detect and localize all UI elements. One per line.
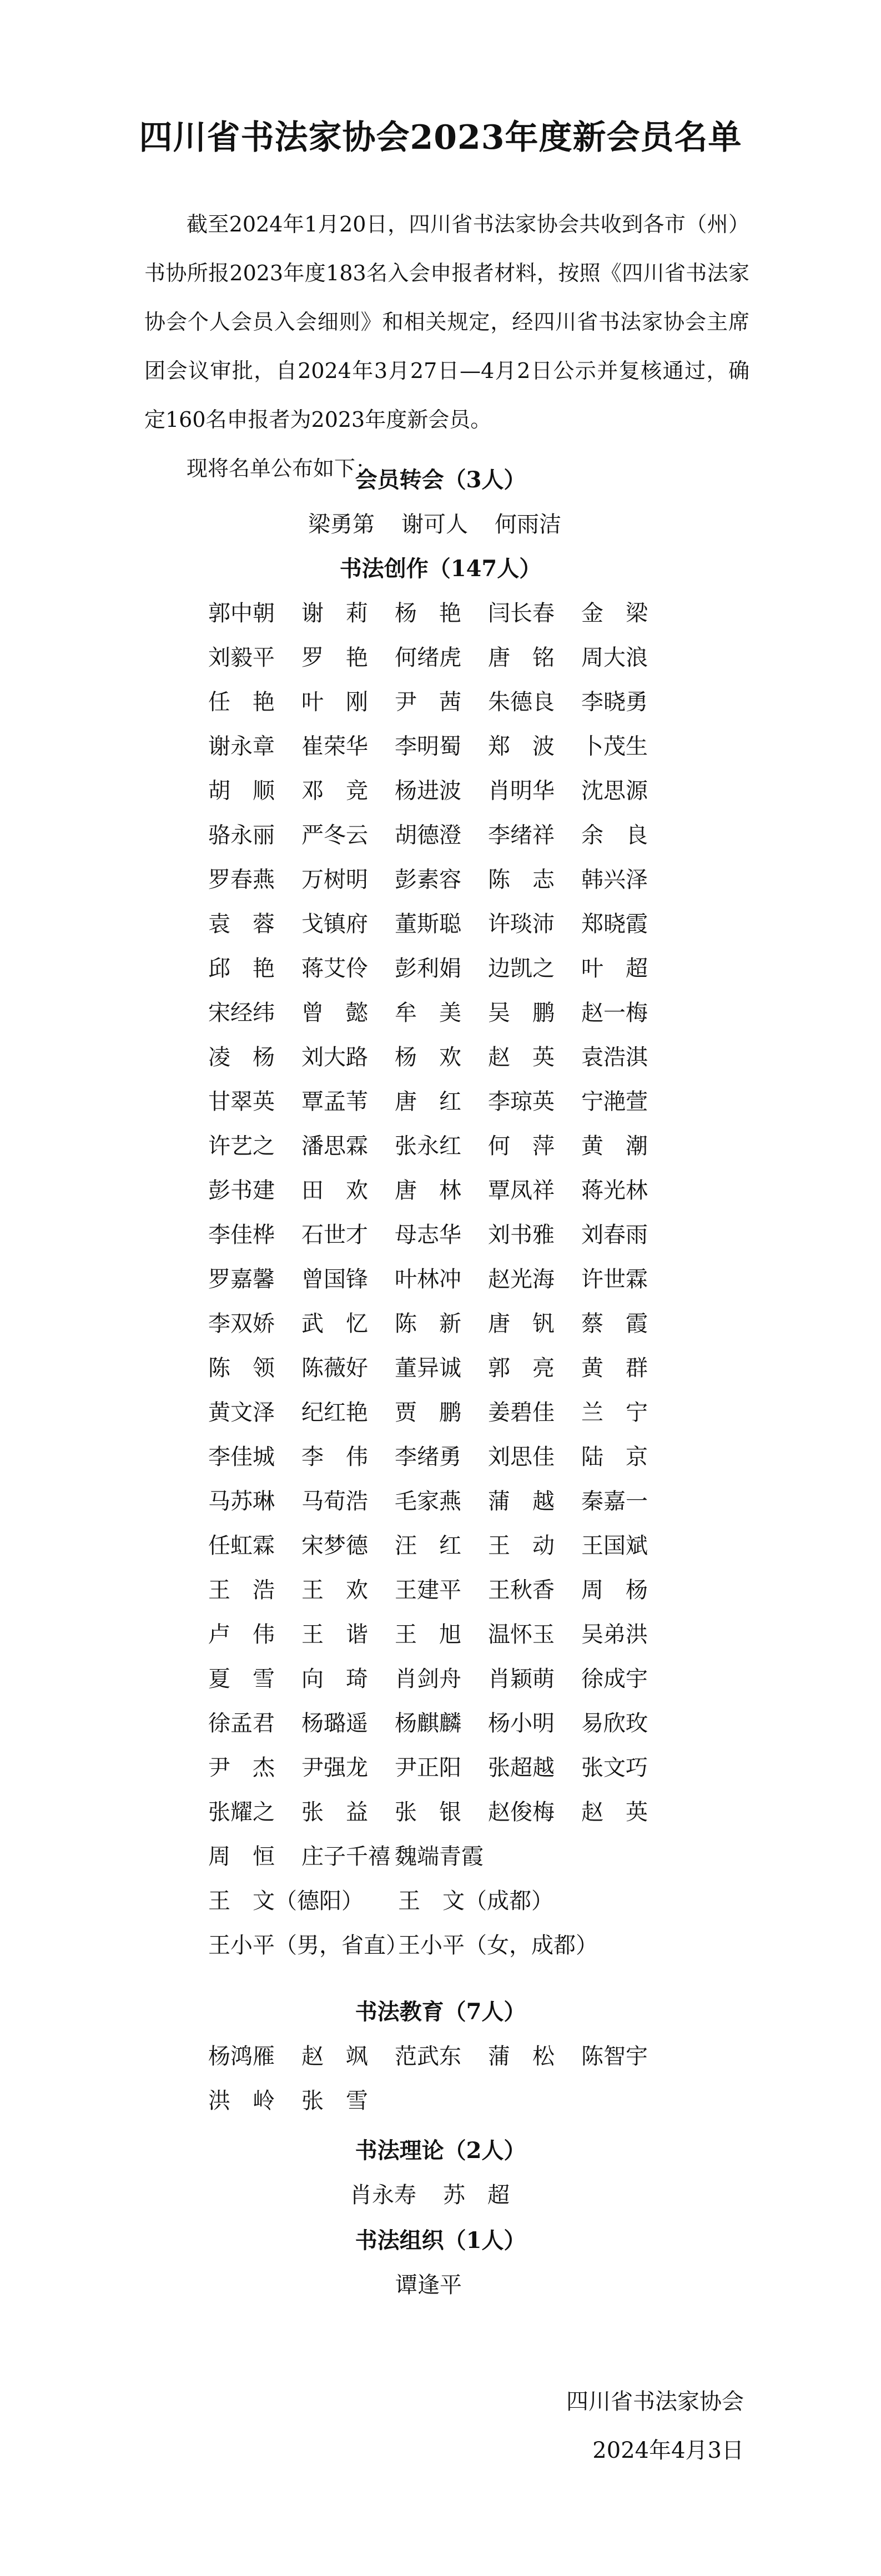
member-name: 陈 领 — [208, 1355, 275, 1381]
member-name: 杨进波 — [395, 778, 461, 804]
member-name: 黄文泽 — [208, 1400, 275, 1425]
member-name: 姜碧佳 — [488, 1400, 555, 1425]
member-name: 汪 红 — [395, 1533, 461, 1559]
member-name: 牟 美 — [395, 1000, 461, 1026]
member-name: 张耀之 — [208, 1799, 275, 1825]
member-name: 郑 波 — [488, 734, 555, 759]
member-name: 苏 超 — [443, 2182, 510, 2208]
member-name: 谭逢平 — [395, 2272, 462, 2298]
section-heading: 书法组织（1人） — [355, 2227, 526, 2254]
member-name: 覃孟苇 — [301, 1089, 368, 1115]
member-name: 尹 杰 — [208, 1755, 275, 1781]
member-name: 郭中朝 — [208, 601, 275, 626]
member-name: 向 琦 — [301, 1666, 368, 1692]
member-name: 唐 红 — [395, 1089, 461, 1115]
section-heading: 书法教育（7人） — [355, 1999, 526, 2025]
member-name: 肖剑舟 — [395, 1666, 461, 1692]
intro-paragraph: 截至2024年1月20日，四川省书法家协会共收到各市（州）书协所报2023年度183名入会申报者材料，按照《四川省书法家协会个人会员入会细则》和相关规定，经四川省书法家协会主席团会议审批，自2024年3月27日—4月2日公示并复核通过，确定160名申报者为2023年度新会员。 — [144, 212, 749, 432]
member-name: 毛家燕 — [395, 1489, 461, 1514]
member-name: 兰 宁 — [581, 1400, 648, 1425]
member-name: 许琰沛 — [488, 911, 555, 937]
member-name: 吴 鹏 — [488, 1000, 555, 1026]
member-name: 黄 潮 — [581, 1133, 648, 1159]
member-name: 戈镇府 — [301, 911, 368, 937]
member-name: 宁滟萱 — [581, 1089, 648, 1115]
member-name: 庄子千禧 — [301, 1844, 390, 1869]
member-name: 赵俊梅 — [488, 1799, 555, 1825]
member-name: 刘毅平 — [208, 645, 275, 671]
member-name: 周 杨 — [581, 1577, 648, 1603]
member-name: 刘书雅 — [488, 1222, 555, 1248]
member-name: 叶林冲 — [395, 1267, 461, 1292]
member-name: 蒲 松 — [488, 2044, 555, 2069]
member-name: 杨鸿雁 — [208, 2044, 275, 2069]
member-name: 胡德澄 — [395, 823, 461, 848]
member-name: 王 欢 — [301, 1577, 368, 1603]
member-name: 范武东 — [395, 2044, 461, 2069]
member-name: 赵 英 — [581, 1799, 648, 1825]
member-name: 罗嘉馨 — [208, 1267, 275, 1292]
member-name: 张超越 — [488, 1755, 555, 1781]
member-name: 赵 飒 — [301, 2044, 368, 2069]
member-name: 谢可人 — [401, 512, 468, 537]
member-name: 王建平 — [395, 1577, 461, 1603]
member-name: 杨 艳 — [395, 601, 461, 626]
member-name: 彭素容 — [395, 867, 461, 893]
member-name: 纪红艳 — [301, 1400, 368, 1425]
member-name: 王 文（德阳） — [208, 1888, 364, 1914]
member-name: 唐 钒 — [488, 1311, 555, 1337]
member-name: 李绪勇 — [395, 1444, 461, 1470]
member-name: 李双娇 — [208, 1311, 275, 1337]
member-name: 刘春雨 — [581, 1222, 648, 1248]
member-name: 闫长春 — [488, 601, 555, 626]
member-name: 李佳城 — [208, 1444, 275, 1470]
member-name: 金 梁 — [581, 601, 648, 626]
member-name: 徐孟君 — [208, 1711, 275, 1736]
member-name: 曾国锋 — [301, 1267, 368, 1292]
member-name: 袁浩淇 — [581, 1045, 648, 1070]
member-name: 宋经纬 — [208, 1000, 275, 1026]
member-name: 陆 京 — [581, 1444, 648, 1470]
member-name: 赵一梅 — [581, 1000, 648, 1026]
member-name: 赵 英 — [488, 1045, 555, 1070]
member-name: 骆永丽 — [208, 823, 275, 848]
member-name: 秦嘉一 — [581, 1489, 648, 1514]
member-name: 温怀玉 — [488, 1622, 555, 1647]
member-name: 陈 新 — [395, 1311, 461, 1337]
member-name: 尹 茜 — [395, 689, 461, 715]
member-name: 彭书建 — [208, 1178, 275, 1203]
member-name: 袁 蓉 — [208, 911, 275, 937]
member-name: 肖永寿 — [350, 2182, 416, 2208]
member-name: 许艺之 — [208, 1133, 275, 1159]
member-name: 覃凤祥 — [488, 1178, 555, 1203]
member-name: 马荀浩 — [301, 1489, 368, 1514]
member-name: 沈思源 — [581, 778, 648, 804]
member-name: 梁勇第 — [308, 512, 375, 537]
signature-organization: 四川省书法家协会 — [566, 2389, 744, 2414]
member-name: 贾 鹏 — [395, 1400, 461, 1425]
member-name: 万树明 — [301, 867, 368, 893]
member-name: 魏端青霞 — [395, 1844, 484, 1869]
member-name: 彭利娟 — [395, 956, 461, 981]
member-name: 肖明华 — [488, 778, 555, 804]
member-name: 王 旭 — [395, 1622, 461, 1647]
member-name: 张 益 — [301, 1799, 368, 1825]
member-name: 马苏琳 — [208, 1489, 275, 1514]
member-name: 李琼英 — [488, 1089, 555, 1115]
member-name: 郭 亮 — [488, 1355, 555, 1381]
member-name: 张 银 — [395, 1799, 461, 1825]
section-heading: 书法创作（147人） — [339, 556, 542, 582]
member-name: 任 艳 — [208, 689, 275, 715]
member-name: 李佳桦 — [208, 1222, 275, 1248]
member-name: 罗 艳 — [301, 645, 368, 671]
member-name: 潘思霖 — [301, 1133, 368, 1159]
member-name: 韩兴泽 — [581, 867, 648, 893]
member-name: 严冬云 — [301, 823, 368, 848]
member-name: 张文巧 — [581, 1755, 648, 1781]
member-name: 尹强龙 — [301, 1755, 368, 1781]
member-name: 蒲 越 — [488, 1489, 555, 1514]
member-name: 陈 志 — [488, 867, 555, 893]
member-name: 易欣玫 — [581, 1711, 648, 1736]
member-name: 卜茂生 — [581, 734, 648, 759]
member-name: 张 雪 — [301, 2088, 368, 2114]
member-name: 陈智宇 — [581, 2044, 648, 2069]
member-name: 杨麒麟 — [395, 1711, 461, 1736]
member-name: 母志华 — [395, 1222, 461, 1248]
signature-date: 2024年4月3日 — [592, 2438, 744, 2463]
member-name: 唐 铭 — [488, 645, 555, 671]
member-name: 曾 懿 — [301, 1000, 368, 1026]
member-name: 洪 岭 — [208, 2088, 275, 2114]
member-name: 王小平（男，省直） — [208, 1933, 408, 1958]
member-name: 黄 群 — [581, 1355, 648, 1381]
member-name: 周大浪 — [581, 645, 648, 671]
member-name: 邓 竞 — [301, 778, 368, 804]
announce-line: 现将名单公布如下： — [187, 456, 377, 481]
member-name: 蒋光林 — [581, 1178, 648, 1203]
member-name: 刘大路 — [301, 1045, 368, 1070]
member-name: 王 动 — [488, 1533, 555, 1559]
member-name: 杨小明 — [488, 1711, 555, 1736]
member-name: 郑晓霞 — [581, 911, 648, 937]
member-name: 李 伟 — [301, 1444, 368, 1470]
member-name: 许世霖 — [581, 1267, 648, 1292]
member-name: 谢 莉 — [301, 601, 368, 626]
member-name: 卢 伟 — [208, 1622, 275, 1647]
member-name: 李明蜀 — [395, 734, 461, 759]
member-name: 王小平（女，成都） — [398, 1933, 598, 1958]
member-name: 何绪虎 — [395, 645, 461, 671]
member-name: 陈薇好 — [301, 1355, 368, 1381]
member-name: 徐成宇 — [581, 1666, 648, 1692]
member-name: 罗春燕 — [208, 867, 275, 893]
member-name: 王 谐 — [301, 1622, 368, 1647]
member-name: 刘思佳 — [488, 1444, 555, 1470]
member-name: 崔荣华 — [301, 734, 368, 759]
member-name: 夏 雪 — [208, 1666, 275, 1692]
member-name: 邱 艳 — [208, 956, 275, 981]
member-name: 蔡 霞 — [581, 1311, 648, 1337]
member-name: 任虹霖 — [208, 1533, 275, 1559]
member-name: 李绪祥 — [488, 823, 555, 848]
section-heading: 会员转会（3人） — [355, 467, 526, 493]
member-name: 董异诚 — [395, 1355, 461, 1381]
member-name: 董斯聪 — [395, 911, 461, 937]
member-name: 凌 杨 — [208, 1045, 275, 1070]
member-name: 王 文（成都） — [398, 1888, 553, 1914]
member-name: 周 恒 — [208, 1844, 275, 1869]
member-name: 朱德良 — [488, 689, 555, 715]
member-name: 王 浩 — [208, 1577, 275, 1603]
member-name: 甘翠英 — [208, 1089, 275, 1115]
member-name: 谢永章 — [208, 734, 275, 759]
member-name: 叶 刚 — [301, 689, 368, 715]
member-name: 肖颖萌 — [488, 1666, 555, 1692]
member-name: 王秋香 — [488, 1577, 555, 1603]
member-name: 何 萍 — [488, 1133, 555, 1159]
member-name: 胡 顺 — [208, 778, 275, 804]
member-name: 边凯之 — [488, 956, 555, 981]
member-name: 余 良 — [581, 823, 648, 848]
member-name: 叶 超 — [581, 956, 648, 981]
member-name: 吴弟洪 — [581, 1622, 648, 1647]
member-name: 张永红 — [395, 1133, 461, 1159]
member-name: 赵光海 — [488, 1267, 555, 1292]
member-name: 唐 林 — [395, 1178, 461, 1203]
member-name: 杨 欢 — [395, 1045, 461, 1070]
member-name: 尹正阳 — [395, 1755, 461, 1781]
document-title: 四川省书法家协会2023年度新会员名单 — [139, 118, 742, 158]
member-name: 田 欢 — [301, 1178, 368, 1203]
member-name: 王国斌 — [581, 1533, 648, 1559]
member-name: 武 忆 — [301, 1311, 368, 1337]
member-name: 宋梦德 — [301, 1533, 368, 1559]
member-name: 石世才 — [301, 1222, 368, 1248]
member-name: 蒋艾伶 — [301, 956, 368, 981]
member-name: 何雨洁 — [495, 512, 561, 537]
section-heading: 书法理论（2人） — [355, 2138, 526, 2164]
member-name: 李晓勇 — [581, 689, 648, 715]
member-name: 杨璐遥 — [301, 1711, 368, 1736]
